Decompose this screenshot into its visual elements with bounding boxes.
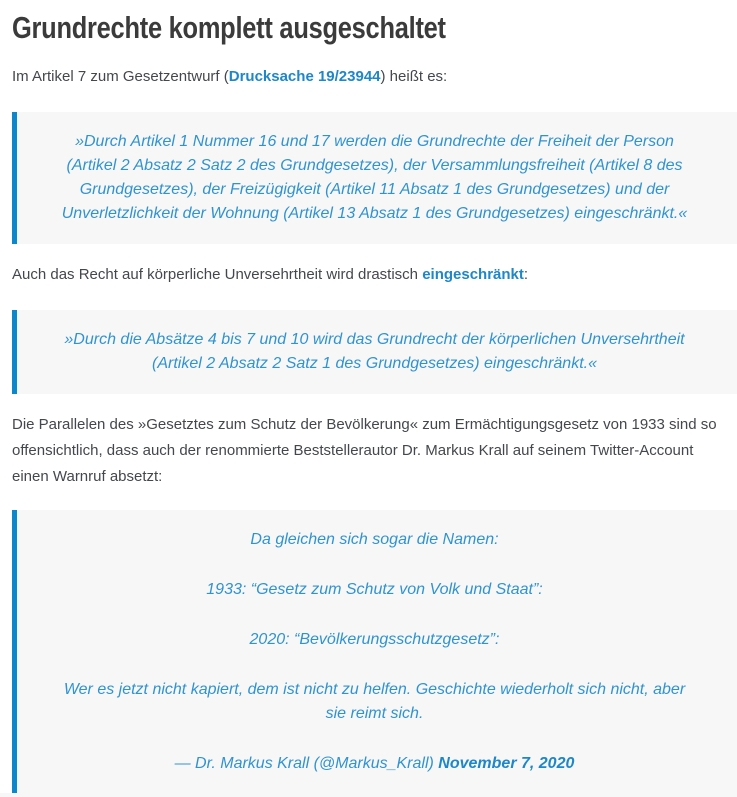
tweet-line: 2020: “Bevölkerungsschutzgesetz”: [249,631,500,648]
tweet-attribution [58,752,691,776]
eingeschraenkt-link[interactable]: eingeschränkt [422,266,524,283]
second-paragraph [12,262,725,288]
next-section-edge [0,793,737,797]
page-title [12,10,725,46]
tweet-attribution-text: — Dr. Markus Krall (@Markus_Krall) [174,755,439,772]
law-quote-1-text: »Durch Artikel 1 Nummer 16 und 17 werden die Grundrechte der Freiheit der Person (Artikel 2 Absatz 2 Satz 2 des Grundgesetzes), der Versammlungsfreiheit (Artikel 8 des Grundgesetzes), der Freizügigkeit (Artikel 11 Absatz 1 des Grundgesetzes) und der Unverletzlichkeit der Wohnung (Artikel 13 Absatz 1 des Grundgesetzes) eingeschränkt.« [61,133,688,222]
drucksache-link[interactable]: Drucksache 19/23944 [228,68,381,85]
law-quote-1 [12,112,737,244]
tweet-line: 1933: “Gesetz zum Schutz von Volk und Staat”: [206,581,543,598]
second-text-after: : [523,266,529,283]
tweet-line: Da gleichen sich sogar die Namen: [250,531,499,548]
intro-paragraph [12,64,725,90]
page-title-text: Grundrechte komplett ausgeschaltet [12,10,446,45]
law-quote-2-text: »Durch die Absätze 4 bis 7 und 10 wird das Grundrecht der körperlichen Unversehrtheit (Artikel 2 Absatz 2 Satz 1 des Grundgesetzes) eingeschränkt.« [64,331,685,372]
third-paragraph: Die Parallelen des »Gesetztes zum Schutz der Bevölkerung« zum Ermächtigungsgesetz von 1933 sind so offensichtlich, dass auch der renommierte Beststellerautor Dr. Markus Krall auf seinem Twitter-Account einen Warnruf absetzt: [12,416,717,485]
tweet-line: Wer es jetzt nicht kapiert, dem ist nicht zu helfen. Geschichte wiederholt sich nicht, aber sie reimt sich. [63,681,686,722]
law-quote-2 [12,310,737,394]
twitter-quote [12,510,737,794]
intro-text-before: Im Artikel 7 zum Gesetzentwurf ( [12,68,229,85]
intro-text-after: ) heißt es: [380,68,448,85]
second-text-before: Auch das Recht auf körperliche Unversehrtheit wird drastisch [12,266,423,283]
tweet-date-link[interactable]: November 7, 2020 [438,755,575,772]
